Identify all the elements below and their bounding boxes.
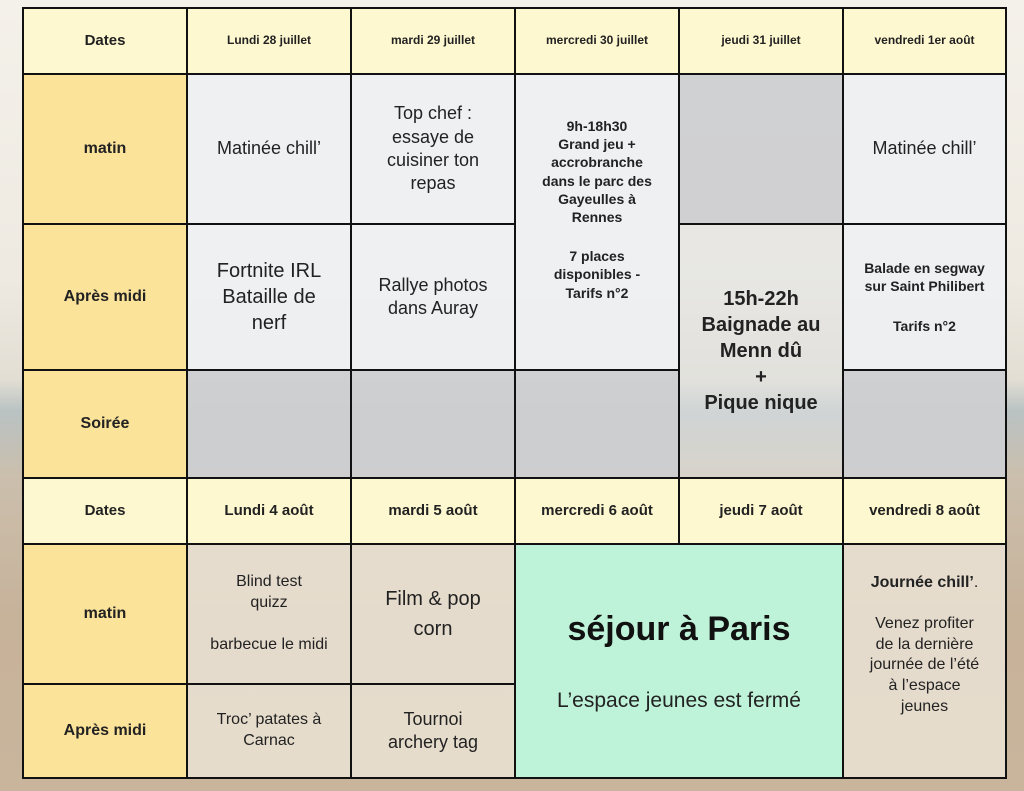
activity-title: Journée chill’ [870, 574, 974, 591]
activity-line: Tarifs n°2 [893, 317, 956, 334]
activity-cell [187, 684, 351, 778]
activity-line: nerf [251, 312, 287, 334]
activity-line: Carnac [243, 732, 295, 749]
activity-cell [843, 224, 1006, 370]
day-header: vendredi 8 août [843, 478, 1006, 544]
activity-line: Troc’ patates à [216, 711, 322, 729]
paris-trip-cell [515, 544, 843, 778]
empty-cell [843, 370, 1006, 478]
activity-line: quizz [250, 593, 288, 611]
activity-line: corn [413, 618, 453, 640]
activity-line: disponibles - [553, 266, 641, 283]
activity-line: Blind test [236, 572, 302, 590]
activity-line: Film & pop [385, 588, 481, 610]
activity-line: Top chef : [393, 103, 473, 124]
day-header: vendredi 1er août [843, 8, 1006, 74]
row-label-afternoon: Après midi [23, 684, 187, 778]
activity-line: 7 places [569, 248, 625, 265]
activity-title-period: . [973, 574, 979, 591]
dates-header: Dates [23, 8, 187, 74]
activity-line [194, 613, 344, 635]
activity-line [522, 226, 672, 247]
activity-line: Tarifs n°2 [565, 284, 629, 301]
activity-line: Rennes [571, 208, 623, 225]
activity-line: journée de l’été [869, 656, 980, 674]
activity-line: Balade en segway [864, 260, 985, 277]
activity-line: Fortnite IRL [216, 260, 322, 282]
day-header: jeudi 7 août [679, 478, 843, 544]
activity-line: Rallye photos [378, 274, 488, 295]
day-header: mardi 5 août [351, 478, 515, 544]
empty-cell [187, 370, 351, 478]
activity-line: sur Saint Philibert [864, 278, 985, 295]
empty-cell [515, 370, 679, 478]
activity-line: de la dernière [875, 635, 974, 653]
row-label-afternoon: Après midi [23, 224, 187, 370]
row-label-morning: matin [23, 544, 187, 684]
week1-evening-row [23, 370, 1006, 478]
row-label-morning: matin [23, 74, 187, 224]
day-header: Lundi 4 août [187, 478, 351, 544]
activity-line: jeunes [900, 697, 949, 715]
week1-afternoon-row [23, 224, 1006, 370]
week2-header-row [23, 478, 1006, 544]
activity-line: archery tag [387, 732, 479, 752]
activity-line: accrobranche [551, 154, 643, 171]
activity-line: 9h-18h30 [566, 118, 628, 134]
empty-cell [351, 370, 515, 478]
day-header: mercredi 30 juillet [515, 8, 679, 74]
activity-cell [351, 544, 515, 684]
activity-line: barbecue le midi [210, 636, 328, 654]
activity-line: Tournoi [403, 708, 463, 729]
week1-header-row [23, 8, 1006, 74]
activity-cell-grand-jeu [515, 74, 679, 370]
empty-cell [679, 74, 843, 224]
activity-cell [351, 74, 515, 224]
activity-line: + [755, 366, 767, 388]
activity-line: Grand jeu + [558, 136, 636, 153]
dates-header: Dates [23, 478, 187, 544]
activity-line: Bataille de [222, 286, 316, 308]
row-label-evening: Soirée [23, 370, 187, 478]
activity-line: Baignade au [701, 314, 821, 336]
week2-morning-row [23, 544, 1006, 684]
activity-cell-chill [843, 544, 1006, 778]
activity-cell [187, 544, 351, 684]
activity-line: cuisiner ton [386, 150, 480, 170]
day-header: jeudi 31 juillet [679, 8, 843, 74]
activity-line: Pique nique [704, 392, 818, 414]
activity-line: repas [410, 173, 456, 194]
day-header: mercredi 6 août [515, 478, 679, 544]
activity-cell: Matinée chill’ [187, 74, 351, 224]
activity-title-line [850, 573, 999, 594]
schedule-table [22, 7, 1007, 779]
activity-line: dans Auray [387, 298, 479, 318]
activity-line: Venez profiter [875, 614, 974, 632]
activity-cell [351, 224, 515, 370]
day-header: Lundi 28 juillet [187, 8, 351, 74]
activity-cell: Matinée chill’ [843, 74, 1006, 224]
activity-line [850, 296, 999, 317]
week1-morning-row [23, 74, 1006, 224]
paris-trip-notice: L’espace jeunes est fermé [557, 689, 801, 713]
activity-line: Gayeulles à [558, 190, 636, 207]
day-header: mardi 29 juillet [351, 8, 515, 74]
activity-line: Menn dû [719, 340, 803, 362]
activity-line: essaye de [391, 126, 475, 147]
paris-trip-title: séjour à Paris [567, 610, 791, 649]
activity-line: 15h-22h [723, 288, 799, 310]
activity-line: à l’espace [888, 677, 961, 695]
activity-cell-baignade [679, 224, 843, 478]
activity-cell [351, 684, 515, 778]
activity-line: dans le parc des [542, 172, 652, 189]
activity-cell [187, 224, 351, 370]
